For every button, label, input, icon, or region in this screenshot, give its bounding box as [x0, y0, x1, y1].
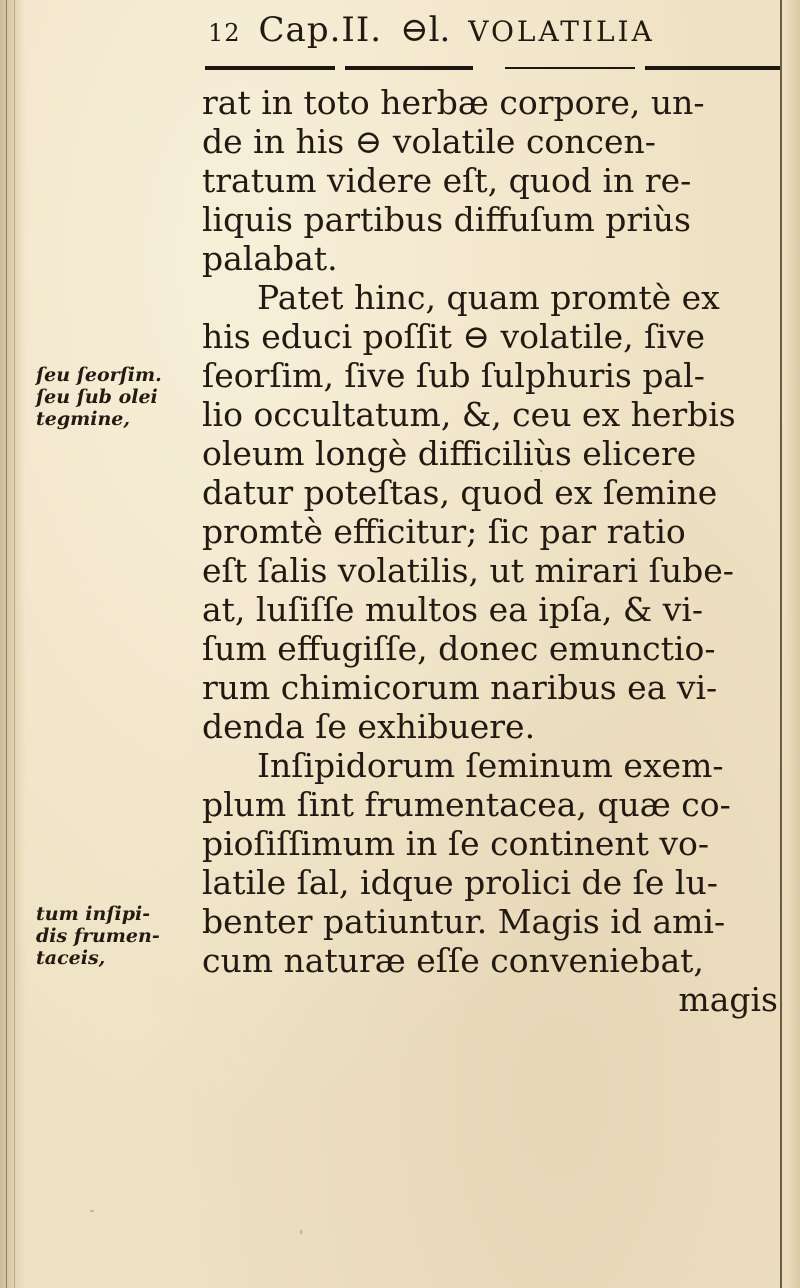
- text-line: tratum videre eſt, quod in re-: [202, 161, 692, 200]
- gutter-line: [14, 0, 15, 1288]
- rule-segment: [205, 66, 335, 70]
- paper-speck: [300, 1230, 302, 1234]
- marginal-line: ſeu ſeorſim.: [36, 364, 162, 386]
- text-line: cum naturæ eſſe conveniebat,: [202, 941, 704, 980]
- text-line: pioſiſſimum in ſe continent vo-: [202, 824, 710, 863]
- text-line: rum chimicorum naribus ea vi-: [202, 668, 718, 707]
- text-line: denda ſe exhibuere.: [202, 707, 536, 746]
- text-line: liquis partibus diffuſum priùs: [202, 200, 691, 239]
- marginal-line: ſeu ſub olei: [36, 386, 158, 408]
- running-head: [208, 10, 768, 60]
- paper-speck: [540, 470, 542, 472]
- marginal-line: tum inſipi-: [36, 903, 151, 925]
- marginal-line: dis frumen-: [36, 925, 160, 947]
- paper-speck: [420, 600, 423, 603]
- paper-speck: [90, 1210, 94, 1212]
- right-page-edge: [780, 0, 800, 1288]
- rule-segment: [645, 66, 780, 70]
- gutter-line: [6, 0, 7, 1288]
- text-line: his educi poſſit ⊖ volatile, ſive: [202, 317, 706, 356]
- text-line: promtè efficitur; ſic par ratio: [202, 512, 686, 551]
- text-line: palabat.: [202, 239, 338, 278]
- salt-symbol: ⊖l.: [400, 10, 451, 50]
- text-line: eſt ſalis volatilis, ut mirari ſube-: [202, 551, 734, 590]
- paragraph-start-line: Inſipidorum ſeminum exem-: [257, 746, 724, 785]
- left-gutter: [0, 0, 26, 1288]
- rule-segment: [505, 67, 635, 69]
- text-line: de in his ⊖ volatile concen-: [202, 122, 656, 161]
- marginal-line: taceis,: [36, 947, 106, 969]
- section-title: VOLATILIA: [468, 15, 655, 48]
- text-line: ſeorſim, ſive ſub ſulphuris pal-: [202, 356, 705, 395]
- text-line: datur poteſtas, quod ex ſemine: [202, 473, 718, 512]
- body-text: [202, 83, 782, 1019]
- chapter-label: Cap.II.: [258, 10, 383, 50]
- text-line: lio occultatum, &, ceu ex herbis: [202, 395, 736, 434]
- text-line: plum ſint frumentacea, quæ co-: [202, 785, 731, 824]
- text-line: latile ſal, idque prolici de ſe lu-: [202, 863, 718, 902]
- page-number: 12: [208, 19, 241, 47]
- header-rule: [205, 66, 783, 71]
- text-line: ſum effugiſſe, donec emunctio-: [202, 629, 716, 668]
- text-line: oleum longè difficiliùs elicere: [202, 434, 697, 473]
- text-line: rat in toto herbæ corpore, un-: [202, 83, 705, 122]
- text-line: at, luſiſſe multos ea ipſa, & vi-: [202, 590, 704, 629]
- marginal-note-2: [36, 903, 206, 969]
- marginal-note-1: [36, 364, 206, 430]
- catchword: magis: [678, 980, 778, 1019]
- rule-segment: [345, 66, 473, 70]
- paragraph-start-line: Patet hinc, quam promtè ex: [257, 278, 720, 317]
- text-line: benter patiuntur. Magis id ami-: [202, 902, 726, 941]
- marginal-line: tegmine,: [36, 408, 130, 430]
